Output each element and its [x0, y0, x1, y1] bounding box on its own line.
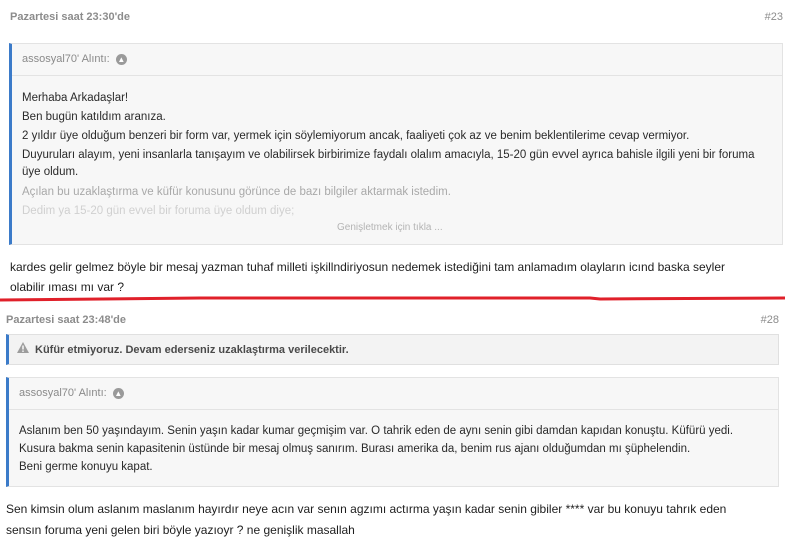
warning-icon [16, 341, 30, 355]
quote-author[interactable] [22, 53, 127, 65]
post-number[interactable]: #28 [760, 314, 779, 326]
quote-line: Beni germe konuyu kapat. [19, 461, 153, 473]
quote-header [9, 378, 778, 410]
message-line: sensın foruma yeni gelen biri böyle yazıoyr ? ne genişlik masallah [6, 523, 355, 537]
message-line: Sen kimsin olum aslanım maslanım hayırdır neye acın var senın agzımı actırma yaşın kadar senin gibiler **** var bu konuyu tahrık eden [6, 502, 727, 516]
quote-author-label: assosyal70' Alıntı: [19, 387, 107, 399]
message-line: kardes gelir gelmez böyle bir mesaj yazman tuhaf milleti işkillndiriyosun nedemek istediğini tam anlamadım olayların icınd baska seyler [10, 260, 725, 274]
quote-block [9, 43, 783, 245]
quote-line: üye oldum. [22, 166, 79, 178]
message-line: olabilir ıması mı var ? [10, 280, 125, 294]
red-underline-annotation [0, 296, 791, 302]
expand-quote-link[interactable]: Genişletmek için tıkla ... [337, 222, 443, 233]
moderator-warning [6, 334, 779, 365]
post-date[interactable]: Pazartesi saat 23:30'de [10, 11, 131, 23]
arrow-up-circle-icon[interactable]: ▲ [114, 388, 123, 398]
quote-line: Açılan bu uzaklaştırma ve küfür konusunu görünce de bazı bilgiler aktarmak istedim. [22, 186, 451, 198]
quote-line: Merhaba Arkadaşlar! [22, 92, 129, 104]
quote-author[interactable] [19, 387, 124, 399]
post-date[interactable]: Pazartesi saat 23:48'de [6, 314, 127, 326]
quote-line: Duyuruları alayım, yeni insanlarla tanışayım ve olabilirsek birbirimize faydalı olalım amacıyla, 15-20 gün evvel ayrıca bahisle ilgili yeni bir foruma [22, 149, 755, 161]
arrow-up-circle-icon[interactable]: ▲ [117, 54, 126, 64]
warning-text: Küfür etmiyoruz. Devam ederseniz uzaklaştırma verilecektir. [35, 344, 349, 356]
quote-line: Aslanım ben 50 yaşındayım. Senin yaşın kadar kumar geçmişim var. O tahrik eden de aynı senin gibi damdan kapıdan konuştu. Küfürü yedi. [19, 425, 734, 437]
quote-line: 2 yıldır üye olduğum benzeri bir form var, yermek için söylemiyorum ancak, faaliyeti çok az ve benim beklentilerime cevap vermiyor. [22, 130, 690, 142]
quote-block [6, 377, 779, 487]
quote-author-label: assosyal70' Alıntı: [22, 53, 110, 65]
quote-line: Kusura bakma senin kapasitenin üstünde bir mesaj olmuş sanırım. Burası amerika da, benim rus ajanı olduğumdan mı şüphelendin. [19, 443, 691, 455]
quote-header [12, 44, 782, 76]
post-number[interactable]: #23 [764, 11, 783, 23]
quote-line: Ben bugün katıldım aranıza. [22, 111, 166, 123]
quote-line: Dedim ya 15-20 gün evvel bir foruma üye oldum diye; [22, 205, 295, 217]
